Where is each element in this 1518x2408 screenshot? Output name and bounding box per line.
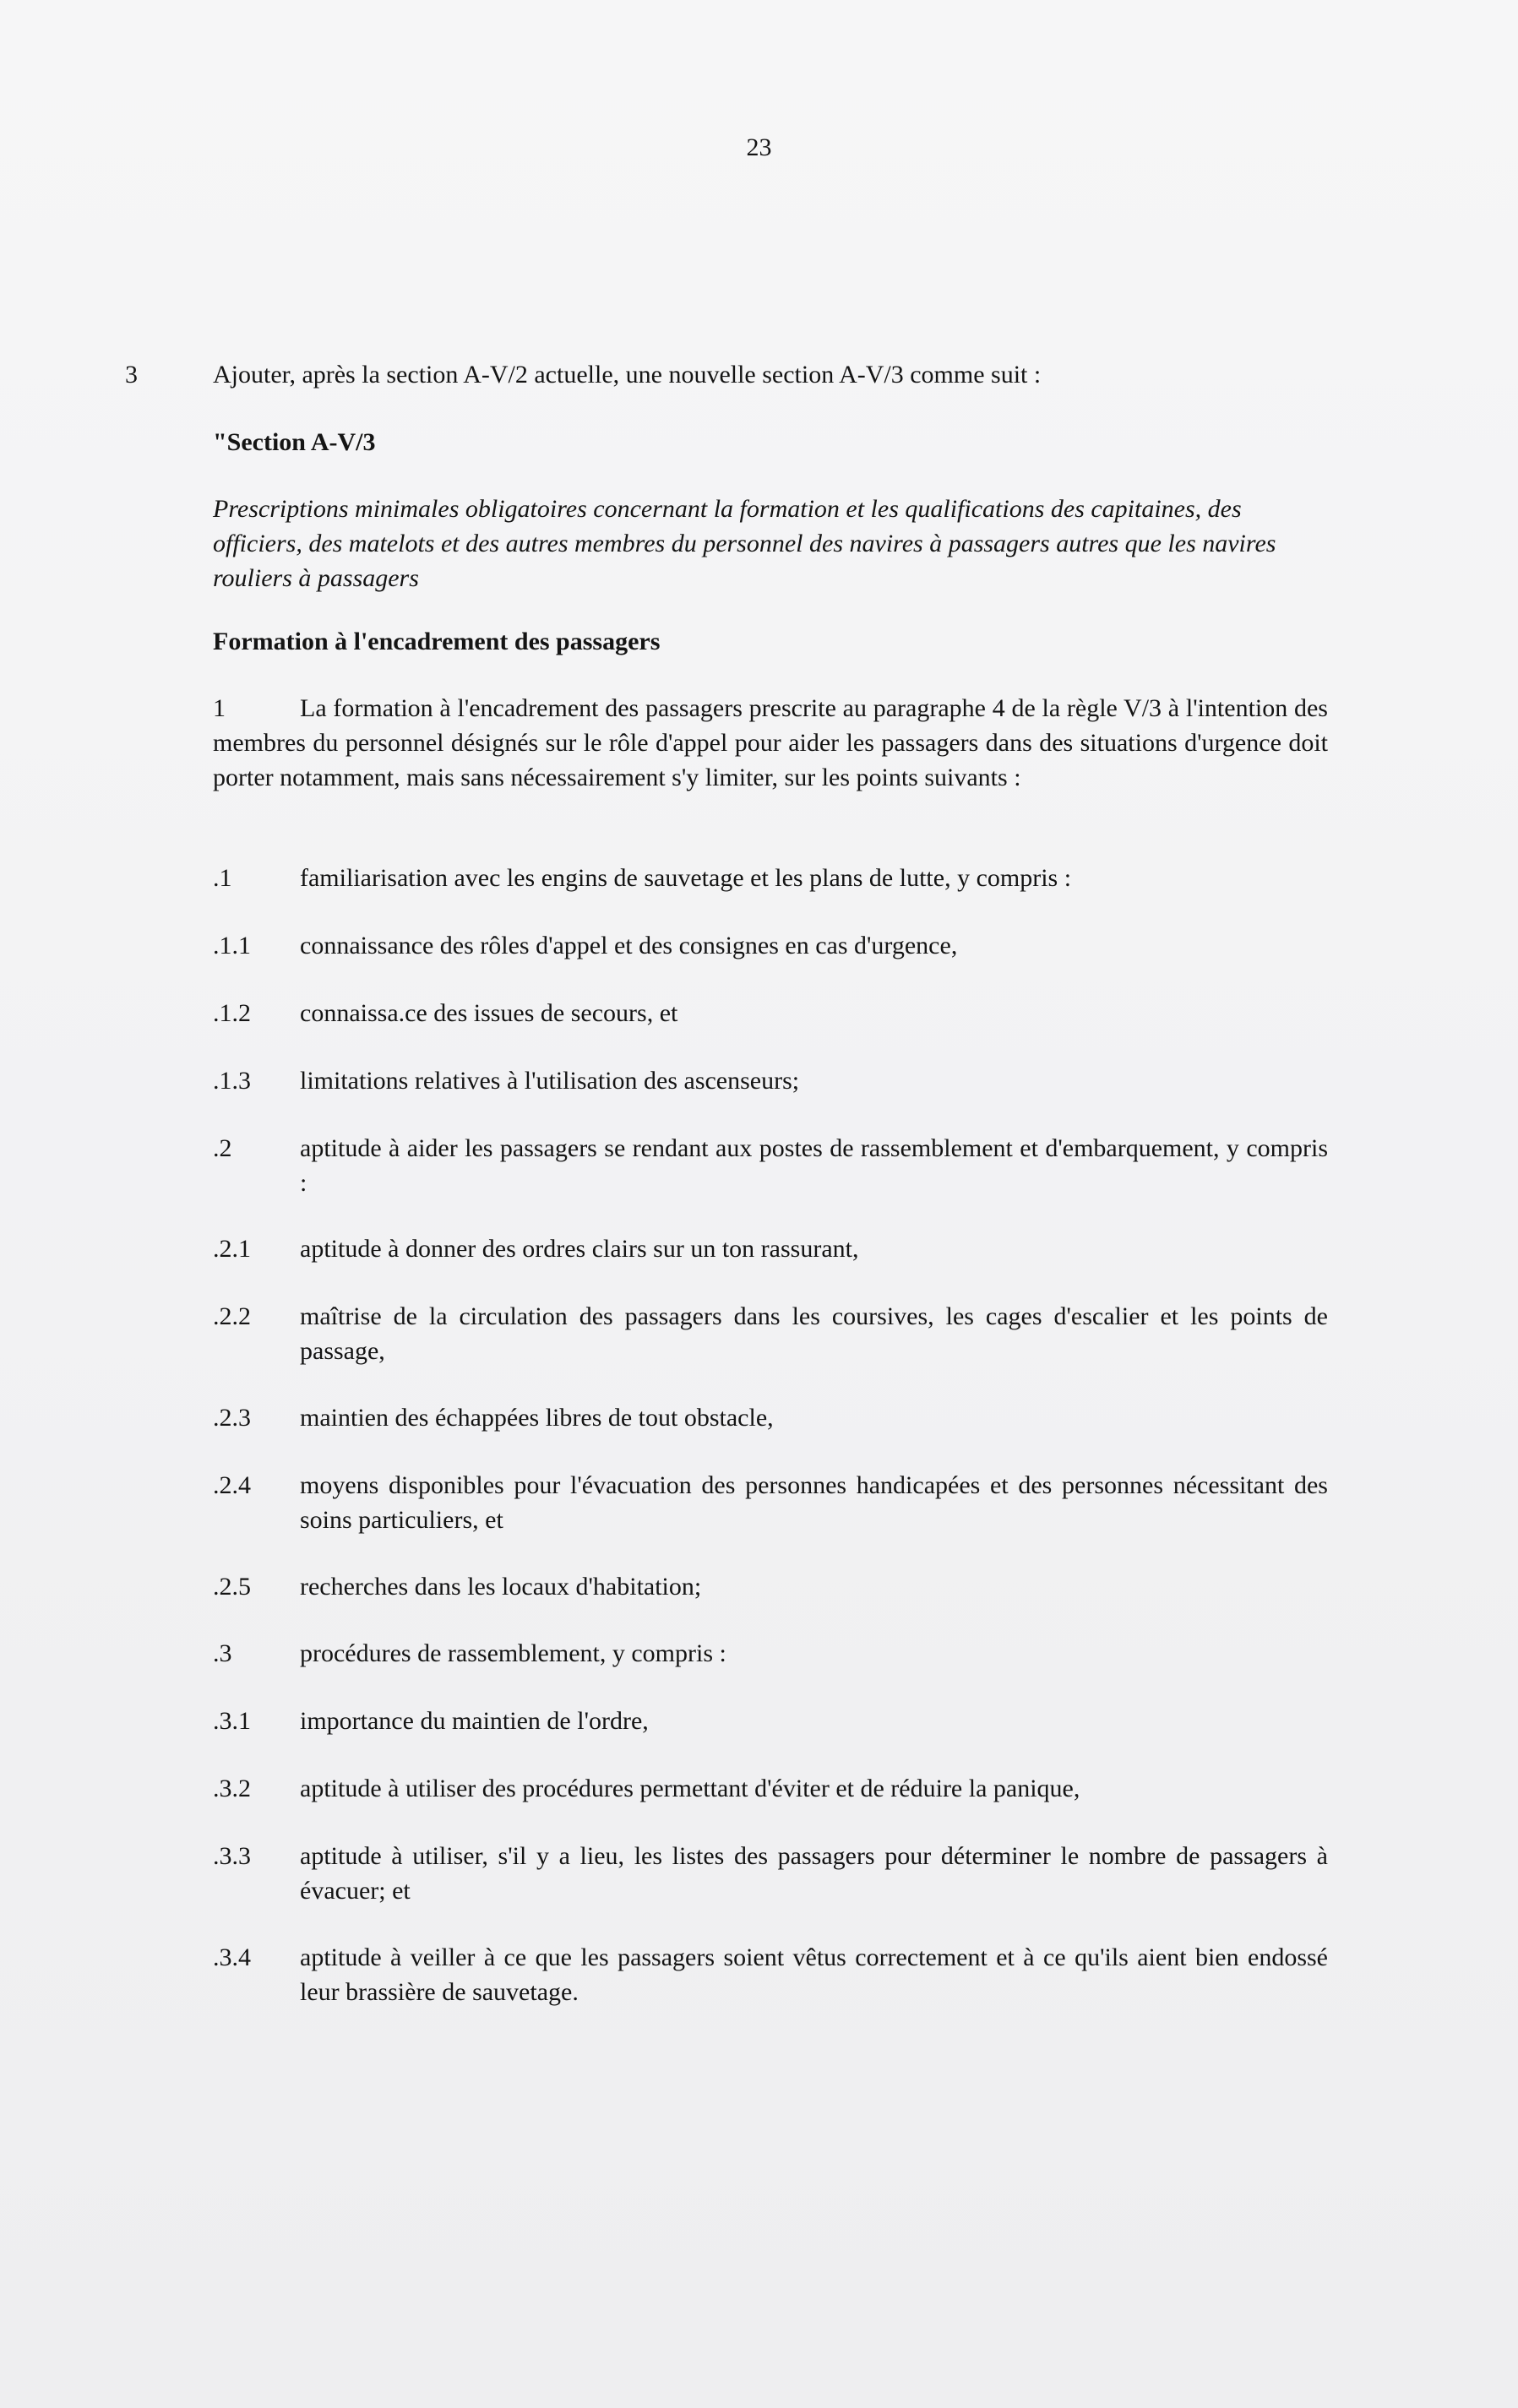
- list-item-number: .3: [213, 1639, 232, 1667]
- list-item: importance du maintien de l'ordre,: [300, 1707, 649, 1735]
- list-item-number: .2.2: [213, 1302, 251, 1330]
- list-item: maintien des échappées libres de tout obstacle,: [300, 1404, 774, 1432]
- list-item-number: .3.4: [213, 1943, 251, 1971]
- list-item: aptitude à utiliser, s'il y a lieu, les listes des passagers pour déterminer le nombre de passagers à évacuer; et: [300, 1842, 1328, 1905]
- list-item: aptitude à aider les passagers se rendant aux postes de rassemblement et d'embarquement, y compris :: [300, 1134, 1328, 1197]
- section-heading: Formation à l'encadrement des passagers: [213, 628, 661, 655]
- list-item-number: .1.3: [213, 1067, 251, 1095]
- list-item-number: .3.2: [213, 1775, 251, 1802]
- list-item: aptitude à donner des ordres clairs sur un ton rassurant,: [300, 1235, 859, 1263]
- section-title: "Section A-V/3: [213, 428, 376, 456]
- list-item: procédures de rassemblement, y compris :: [300, 1639, 726, 1667]
- list-item: recherches dans les locaux d'habitation;: [300, 1573, 702, 1601]
- list-item: familiarisation avec les engins de sauvetage et les plans de lutte, y compris :: [300, 864, 1072, 892]
- paragraph-number: 1: [213, 694, 226, 722]
- list-item-number: .2.4: [213, 1471, 251, 1499]
- list-item: aptitude à veiller à ce que les passagers soient vêtus correctement et à ce qu'ils aient bien endossé leur brassière de sauvetage.: [300, 1943, 1328, 2006]
- list-item: aptitude à utiliser des procédures permettant d'éviter et de réduire la panique,: [300, 1775, 1080, 1802]
- intro-text: Ajouter, après la section A-V/2 actuelle, une nouvelle section A-V/3 comme suit :: [213, 361, 1042, 389]
- paragraph-text: La formation à l'encadrement des passagers prescrite au paragraphe 4 de la règle V/3 à l'intention des membres du personnel désignés sur le rôle d'appel pour aider les passagers dans des situations d'urgence doit porter notamment, mais sans nécessairement s'y limiter, sur les points suivants :: [213, 694, 1328, 791]
- list-item-number: .2.1: [213, 1235, 251, 1263]
- list-item-number: .3.1: [213, 1707, 251, 1735]
- list-item-number: .1: [213, 864, 232, 892]
- list-item-number: .3.3: [213, 1842, 251, 1870]
- section-subtitle: Prescriptions minimales obligatoires concernant la formation et les qualifications des capitaines, des officiers, des matelots et des autres membres du personnel des navires à passagers autres que les navires rouliers à passagers: [213, 495, 1276, 592]
- list-item: connaissa.ce des issues de secours, et: [300, 999, 678, 1027]
- list-item: maîtrise de la circulation des passagers dans les coursives, les cages d'escalier et les points de passage,: [300, 1302, 1328, 1365]
- page-number: 23: [746, 133, 772, 161]
- list-item-number: .1.2: [213, 999, 251, 1027]
- list-item: moyens disponibles pour l'évacuation des personnes handicapées et des personnes nécessitant des soins particuliers, et: [300, 1471, 1328, 1534]
- list-item-number: .2.3: [213, 1404, 251, 1432]
- list-item-number: .2.5: [213, 1573, 251, 1601]
- intro-number: 3: [125, 361, 138, 389]
- list-item: connaissance des rôles d'appel et des consignes en cas d'urgence,: [300, 932, 958, 959]
- list-item-number: .1.1: [213, 932, 251, 959]
- list-item: limitations relatives à l'utilisation des ascenseurs;: [300, 1067, 800, 1095]
- list-item-number: .2: [213, 1134, 232, 1162]
